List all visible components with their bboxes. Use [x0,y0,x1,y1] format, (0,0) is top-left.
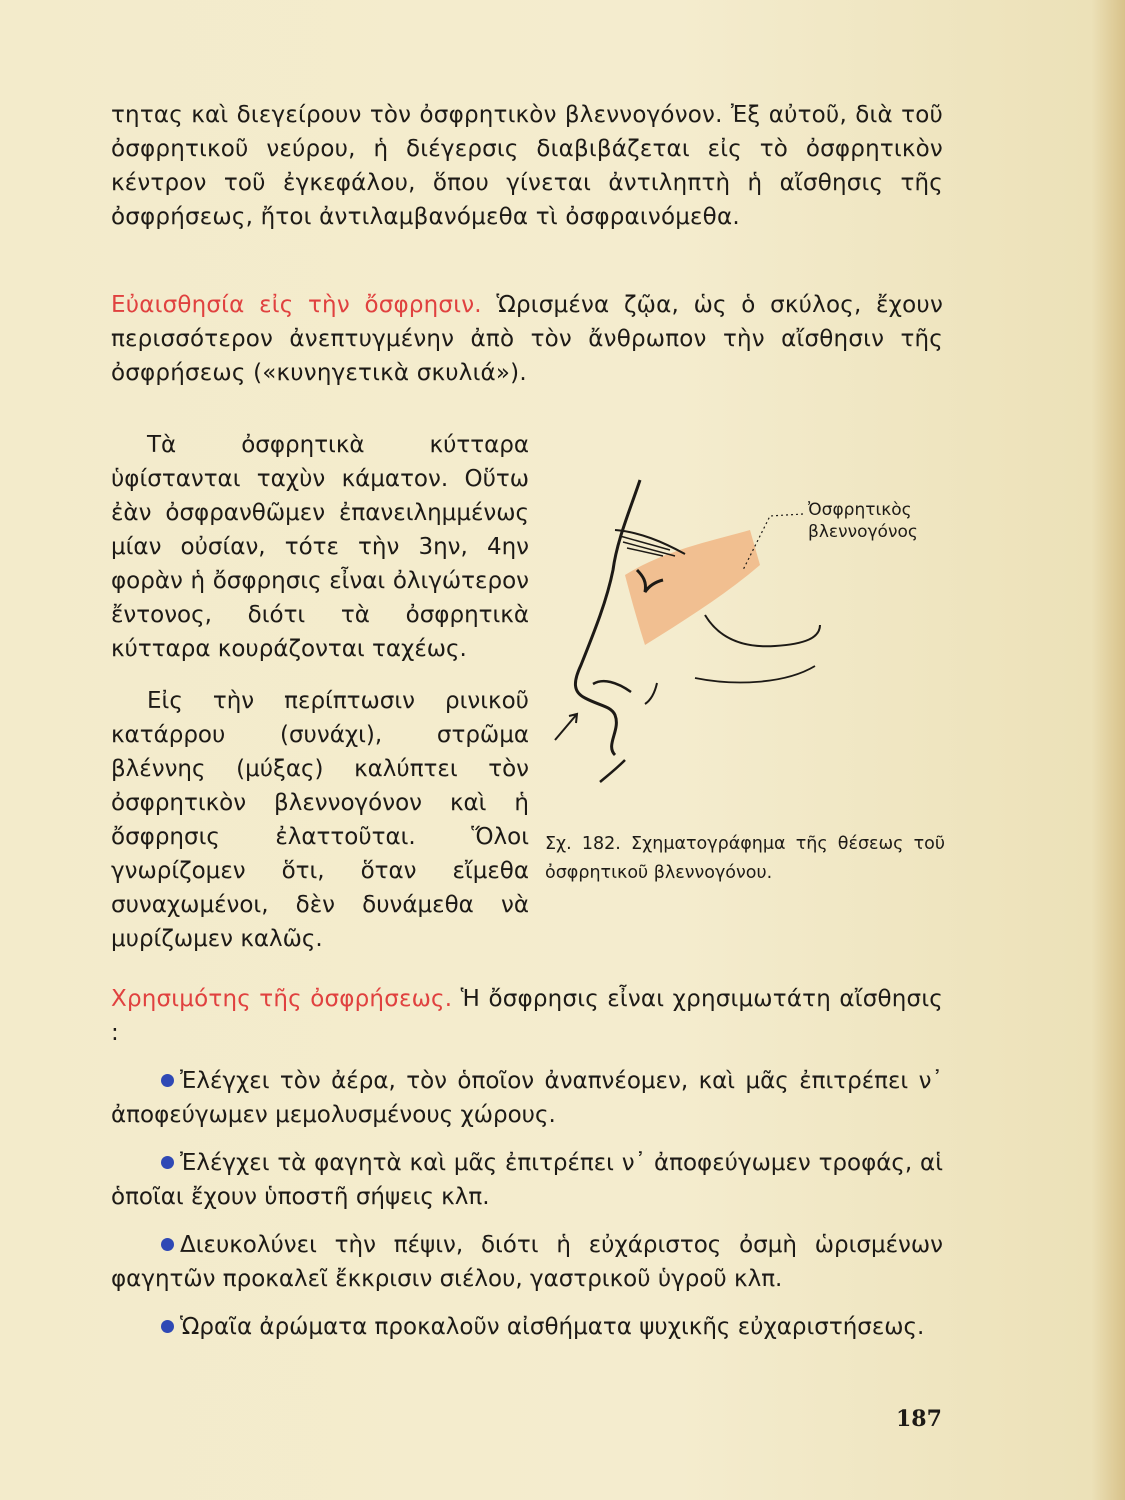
bullet-text: Διευκολύνει τὴν πέψιν, διότι ἡ εὐχάριστος ὀσμὴ ὡρισμένων φαγητῶν προκαλεῖ ἔκκρισιν σιέλου, γαστρικοῦ ὑγροῦ κλπ. [111,1232,943,1292]
nasal-cavity-curve [705,615,820,646]
sensitivity-heading: Εὐαισθησία εἰς τὴν ὄσφρησιν. [111,292,482,318]
airflow-curve [645,683,657,704]
face-profile-line [575,480,640,755]
bullet-dot-icon [161,1074,174,1087]
bullet-item-aromas [111,1310,943,1344]
figure-label-line2: βλεννογόνος [808,522,918,542]
bullet-item-air [111,1064,943,1132]
bullet-text: Ἐλέγχει τὸν ἀέρα, τὸν ὁποῖον ἀναπνέομεν, καὶ μᾶς ἐπιτρέπει ν᾿ ἀποφεύγωμεν μεμολυσμένους χώρους. [111,1068,943,1128]
upper-lip-line [600,760,625,782]
usefulness-paragraph [111,982,943,1050]
sensitivity-text: Ὡρισμένα ζῷα, ὡς ὁ σκύλος, ἔχουν περισσότερον ἀνεπτυγμένην ἀπὸ τὸν ἄνθρωπον τὴν αἴσθησιν τῆς ὀσφρήσεως («κυνηγετικὰ σκυλιά»). [111,292,943,386]
airflow-arrow [555,714,577,740]
bullet-item-digestion [111,1228,943,1296]
palate-curve [695,666,815,682]
bullet-text: Ὡραῖα ἀρώματα προκαλοῦν αἰσθήματα ψυχικῆς εὐχαριστήσεως. [180,1314,925,1340]
bullet-item-food [111,1146,943,1214]
usefulness-heading: Χρησιμότης τῆς ὀσφρήσεως. [111,986,453,1012]
bullet-dot-icon [161,1156,174,1169]
bullet-text: Ἐλέγχει τὰ φαγητὰ καὶ μᾶς ἐπιτρέπει ν᾿ ἀποφεύγωμεν τροφάς, αἱ ὁποῖαι ἔχουν ὑποστῆ σήψεις κλπ. [111,1150,943,1210]
bullet-dot-icon [161,1238,174,1251]
figure-caption: Σχ. 182. Σχηματογράφημα τῆς θέσεως τοῦ ὀσφρητικοῦ βλεννογόνου. [545,834,945,883]
intro-paragraph: τητας καὶ διεγείρουν τὸν ὀσφρητικὸν βλεννογόνον. Ἐξ αὐτοῦ, διὰ τοῦ ὀσφρητικοῦ νεύρου, ἡ διέγερσις διαβιβάζεται εἰς τὸ ὀσφρητικὸν κέντρον τοῦ ἐγκεφάλου, ὅπου γίνεται ἀντιληπτὴ ἡ αἴσθησις τῆς ὀσφρήσεως, ἤτοι ἀντιλαμβανόμεθα τὶ ὀσφραινόμεθα. [111,102,943,230]
bullet-dot-icon [161,1320,174,1333]
fatigue-paragraph: Τὰ ὀσφρητικὰ κύτταρα ὑφίστανται ταχὺν κάματον. Οὕτω ἐὰν ὀσφρανθῶμεν ἐπανειλημμένως μίαν οὐσίαν, τότε τὴν 3ην, 4ην φορὰν ἡ ὄσφρησις εἶναι ὀλιγώτερον ἔντονος, διότι τὰ ὀσφρητικὰ κύτταρα κουράζονται ταχέως. [111,432,529,662]
page-number: 187 [896,1406,942,1432]
cold-paragraph: Εἰς τὴν περίπτωσιν ρινικοῦ κατάρρου (συνάχι), στρῶμα βλέννης (μύξας) καλύπτει τὸν ὀσφρητικὸν βλεννογόνον καὶ ἡ ὄσφρησις ἐλαττοῦται. Ὅλοι γνωρίζομεν ὅτι, ὅταν εἴμεθα συναχωμένοι, δὲν δυνάμεθα νὰ μυρίζωμεν καλῶς. [111,688,529,952]
usefulness-text: Ἡ ὄσφρησις εἶναι χρησιμωτάτη αἴσθησις : [111,986,944,1046]
eyebrow-hatch [620,536,675,556]
sensitivity-paragraph [111,288,943,390]
nostril-curve [593,681,631,692]
figure-label-line1: Ὀσφρητικὸς [808,500,912,520]
